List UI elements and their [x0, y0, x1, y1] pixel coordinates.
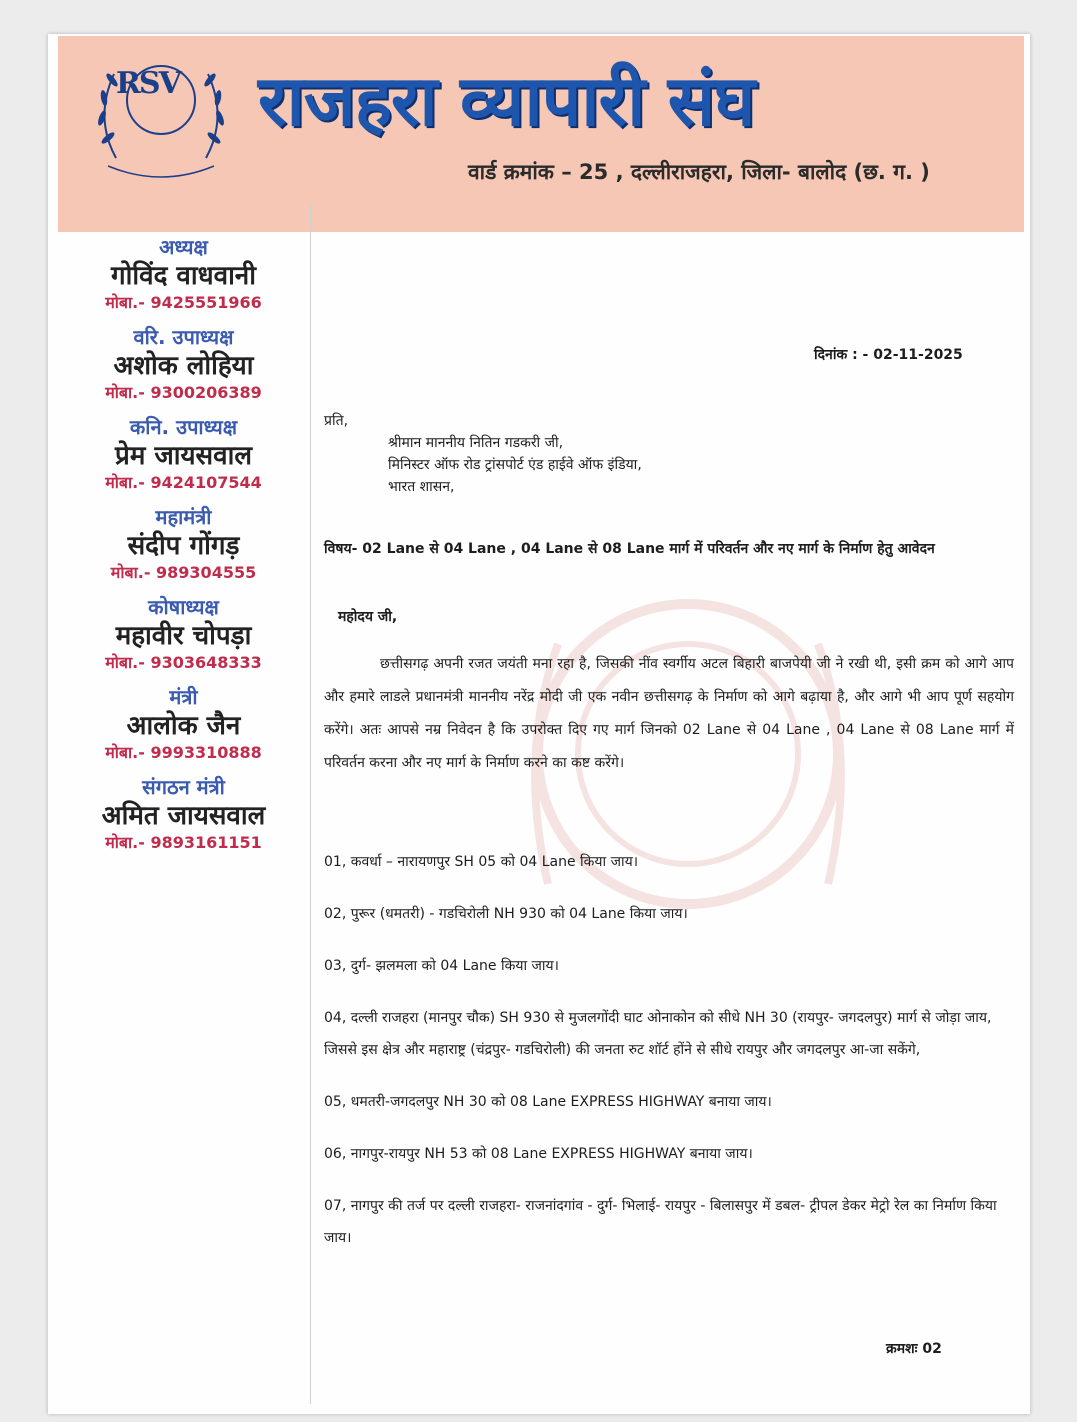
letter-subject: विषय- 02 Lane से 04 Lane , 04 Lane से 08 Lane मार्ग में परिवर्तन और नए मार्ग के निर्माण हेतु आवेदन — [324, 541, 935, 557]
to-label: प्रति, — [324, 413, 349, 429]
office-name: प्रेम जायसवाल — [115, 441, 252, 471]
office-name: आलोक जैन — [126, 711, 241, 741]
office-name: संदीप गोंगड़ — [127, 531, 240, 561]
office-bearer — [66, 594, 301, 674]
office-bearers-sidebar — [66, 234, 301, 864]
office-role: कोषाध्यक्ष — [148, 595, 219, 619]
letterhead-header — [58, 36, 1024, 232]
office-bearer — [66, 774, 301, 854]
office-mobile: मोबा.- 9893161151 — [105, 833, 262, 852]
office-role: अध्यक्ष — [159, 235, 208, 259]
letter-date: दिनांक : - 02-11-2025 — [814, 347, 963, 363]
addressee-line: भारत शासन, — [388, 479, 455, 495]
rsv-logo-icon — [86, 38, 236, 188]
organization-title: राजहरा व्यापारी संघ — [258, 60, 755, 142]
office-role: महामंत्री — [155, 505, 212, 529]
office-mobile: मोबा.- 9300206389 — [105, 383, 262, 402]
paragraph-text: छत्तीसगढ़ अपनी रजत जयंती मना रहा है, जिसकी नींव स्वर्गीय अटल बिहारी बाजपेयी जी ने रखी थी, इसी क्रम को आगे आप और हमारे लाडले प्रधानमंत्री माननीय नरेंद्र मोदी जी एक नवीन छत्तीसगढ़ के निर्माण को आगे बढ़ाया है, और आगे भी आप पूर्ण सहयोग करेंगे। अतः आपसे नम्र निवेदन है कि उपरोक्त दिए गए मार्ग जिनको 02 Lane से 04 Lane , 04 Lane से 08 Lane मार्ग में परिवर्तन करना और नए मार्ग के निर्माण करने का कष्ट करेंगे। — [324, 656, 1014, 771]
office-mobile: मोबा.- 989304555 — [110, 563, 257, 582]
office-name: अमित जायसवाल — [101, 801, 266, 831]
list-item: 03, दुर्ग- झलमला को 04 Lane किया जाय। — [324, 958, 559, 974]
list-item: 06, नागपुर-रायपुर NH 53 को 08 Lane EXPRESS HIGHWAY बनाया जाय। — [324, 1146, 753, 1162]
office-bearer — [66, 414, 301, 494]
list-item: 04, दल्ली राजहरा (मानपुर चौक) SH 930 से मुजलगोंदी घाट ओनाकोन को सीधे NH 30 (रायपुर- जगदलपुर) मार्ग से जोड़ा जाय, जिससे इस क्षेत्र और महाराष्ट्र (चंद्रपुर- गडचिरोली) की जनता रुट शॉर्ट होंने से सीधे रायपुर और जगदलपुर आ-जा सकेंगे, — [324, 1010, 992, 1058]
letter-paragraph — [324, 648, 1014, 780]
office-mobile: मोबा.- 9303648333 — [105, 653, 262, 672]
office-role: वरि. उपाध्यक्ष — [133, 325, 234, 349]
office-role: मंत्री — [169, 685, 198, 709]
office-mobile: मोबा.- 9425551966 — [105, 293, 262, 312]
logo-monogram: RSV — [116, 66, 180, 101]
list-item: 05, धमतरी-जगदलपुर NH 30 को 08 Lane EXPRESS HIGHWAY बनाया जाय। — [324, 1094, 772, 1110]
office-bearer — [66, 324, 301, 404]
office-role: संगठन मंत्री — [142, 775, 225, 799]
office-bearer — [66, 684, 301, 764]
list-item: 07, नागपुर की तर्ज पर दल्ली राजहरा- राजनांदगांव - दुर्ग- भिलाई- रायपुर - बिलासपुर में डबल- ट्रीपल डेकर मेट्रो रेल का निर्माण किया जाय। — [324, 1198, 997, 1246]
letter-salutation: महोदय जी, — [338, 609, 398, 625]
office-mobile: मोबा.- 9993310888 — [105, 743, 262, 762]
office-name: महावीर चोपड़ा — [115, 621, 252, 651]
organization-address: वार्ड क्रमांक – 25 , दल्लीराजहरा, जिला- बालोद (छ. ग. ) — [468, 160, 930, 184]
demand-list — [324, 846, 1014, 1274]
addressee-line: श्रीमान माननीय नितिन गडकरी जी, — [388, 435, 564, 451]
letterhead-page — [48, 34, 1030, 1414]
office-bearer — [66, 504, 301, 584]
sidebar-divider — [310, 204, 311, 1404]
continuation-mark: क्रमशः 02 — [886, 1341, 942, 1357]
office-name: अशोक लोहिया — [113, 351, 254, 381]
list-item: 01, कवर्धा – नारायणपुर SH 05 को 04 Lane किया जाय। — [324, 854, 639, 870]
office-role: कनि. उपाध्यक्ष — [129, 415, 238, 439]
office-mobile: मोबा.- 9424107544 — [105, 473, 262, 492]
list-item: 02, पुरूर (धमतरी) - गडचिरोली NH 930 को 04 Lane किया जाय। — [324, 906, 688, 922]
office-bearer — [66, 234, 301, 314]
addressee-block — [324, 410, 642, 498]
office-name: गोविंद वाधवानी — [111, 261, 256, 291]
addressee-line: मिनिस्टर ऑफ रोड ट्रांसपोर्ट एंड हाईवे ऑफ इंडिया, — [388, 457, 642, 473]
